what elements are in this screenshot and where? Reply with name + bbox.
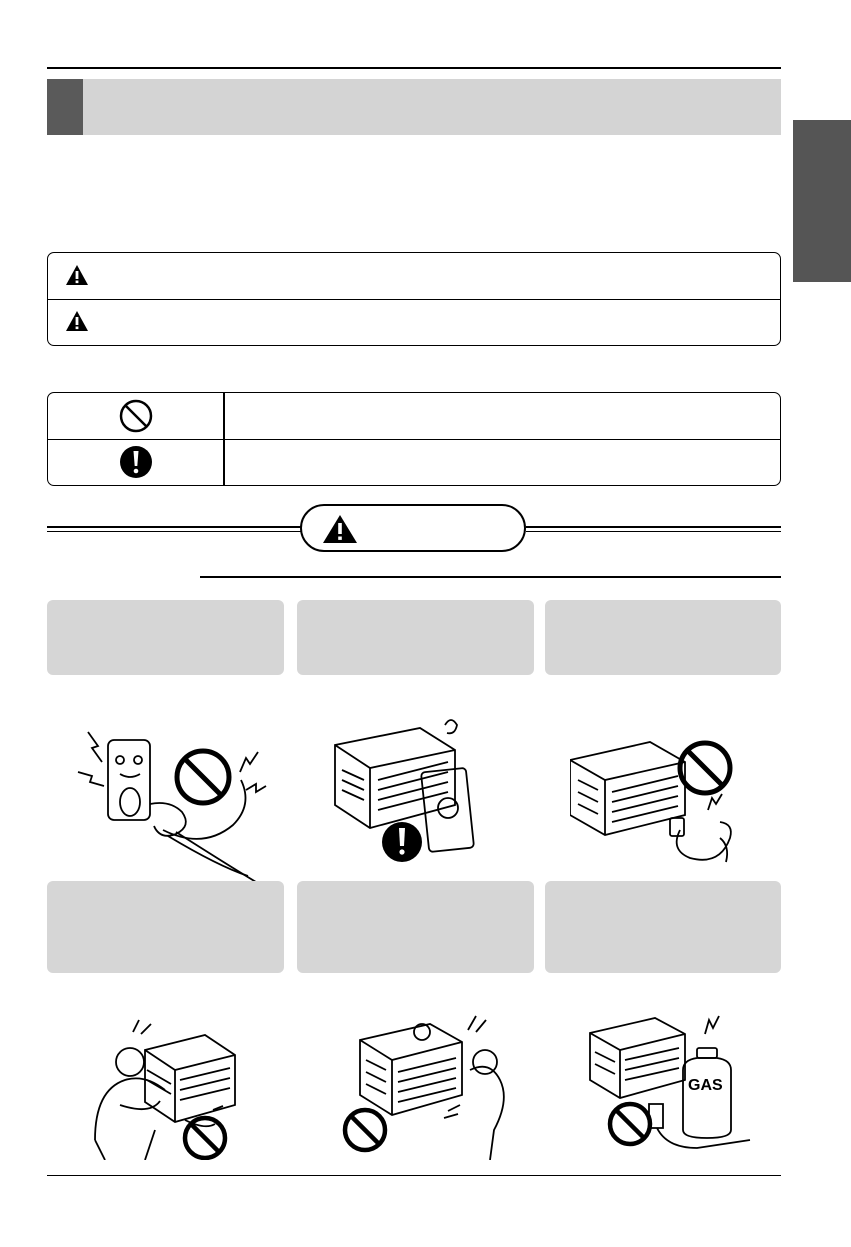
person-lifting-unit-icon [85,1010,255,1160]
mandatory-exclamation-icon [118,444,154,480]
warning-triangle-icon [65,310,89,332]
plug-cord-shock-icon [68,712,268,882]
warning-triangle-icon [65,264,89,286]
top-rule [47,67,781,69]
unit-hands-touching-icon [340,1010,515,1160]
symbol-row-prohibited [48,393,780,440]
symbol-row-mandatory [48,439,780,485]
warning-triangle-icon [322,514,358,544]
unit-outlet-icon [330,710,510,885]
banner-rule-left [47,526,301,532]
card-text-box [297,600,534,675]
card-text-box [545,600,781,675]
signal-row-caution [48,299,780,345]
sub-heading-rule [200,576,781,578]
unit-plug-cord-icon [570,720,750,880]
language-side-tab [793,120,851,282]
section-header-band [47,79,781,135]
section-header-marker [47,79,83,135]
symbol-legend-box [47,392,781,486]
card-text-box [47,881,284,973]
warning-banner [300,504,526,552]
prohibited-icon [118,398,154,434]
card-text-box [47,600,284,675]
card-text-box [545,881,781,973]
bottom-rule [47,1175,781,1176]
intro-text [47,160,781,230]
signal-row-warning [48,253,780,300]
gas-label: GAS [688,1077,723,1094]
banner-rule-right [526,526,781,532]
unit-gas-cylinder-icon [585,1008,755,1158]
signal-word-box [47,252,781,346]
card-text-box [297,881,534,973]
